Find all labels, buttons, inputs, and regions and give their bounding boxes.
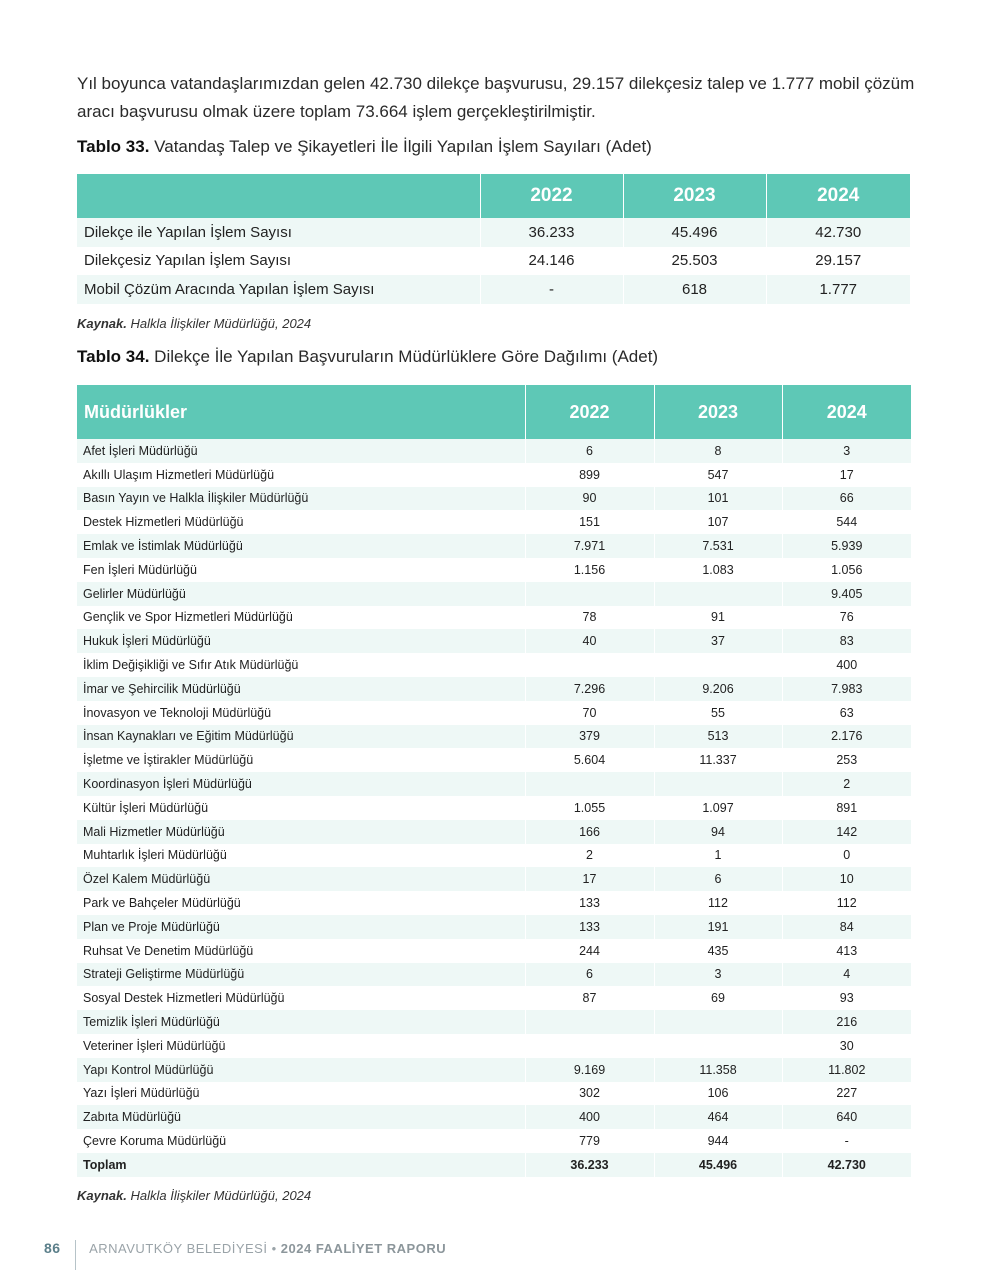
table34-cell: 1.097 — [654, 796, 782, 820]
table34-cell: 779 — [525, 1129, 654, 1153]
table34-cell: 133 — [525, 915, 654, 939]
table33-header-cell: 2024 — [766, 174, 910, 218]
table34-cell: 464 — [654, 1105, 782, 1129]
table34-cell: 166 — [525, 820, 654, 844]
table34-row — [77, 1105, 911, 1129]
table34-row — [77, 510, 911, 534]
table33-row-label: Mobil Çözüm Aracında Yapılan İşlem Sayısı — [77, 275, 480, 304]
table34-source — [77, 1188, 311, 1203]
table34-cell: 9.169 — [525, 1058, 654, 1082]
page-number: 86 — [44, 1240, 61, 1256]
table33-row — [77, 218, 910, 247]
table34-cell: 413 — [782, 939, 911, 963]
table33-cell: 618 — [623, 275, 766, 304]
table33-header-cell: 2022 — [480, 174, 623, 218]
table34-cell: 87 — [525, 986, 654, 1010]
table34-row — [77, 748, 911, 772]
table34-total-cell: 42.730 — [782, 1153, 911, 1177]
table34-cell: 151 — [525, 510, 654, 534]
table34-total-cell: 45.496 — [654, 1153, 782, 1177]
table34-row-label: Basın Yayın ve Halkla İlişkiler Müdürlüğü — [77, 487, 525, 511]
table33-label: Tablo 33. — [77, 137, 150, 156]
table34-row-label: Gelirler Müdürlüğü — [77, 582, 525, 606]
table34-cell: 899 — [525, 463, 654, 487]
table34-cell: 76 — [782, 606, 911, 630]
table34-row — [77, 487, 911, 511]
table33-cell: 1.777 — [766, 275, 910, 304]
table34-row-label: Yazı İşleri Müdürlüğü — [83, 1086, 200, 1101]
table34-row-label: Park ve Bahçeler Müdürlüğü — [83, 896, 241, 911]
table34-row-label: Sosyal Destek Hizmetleri Müdürlüğü — [83, 991, 285, 1006]
table34-source-label: Kaynak. — [77, 1188, 127, 1203]
table34-row — [77, 986, 911, 1010]
table34-row — [77, 844, 911, 868]
table34-cell: 944 — [654, 1129, 782, 1153]
table34-row — [77, 629, 911, 653]
table34-cell: 227 — [782, 1082, 911, 1106]
intro-paragraph: Yıl boyunca vatandaşlarımızdan gelen 42.730 dilekçe başvurusu, 29.157 dilekçesiz talep ve 1.777 mobil çözüm aracı başvurusu olmak üzere toplam 73.664 işlem gerçekleştirilmiştir. — [77, 74, 915, 121]
table34-label: Tablo 34. — [77, 347, 150, 366]
table34-cell: 8 — [654, 439, 782, 463]
table34-cell: 69 — [654, 986, 782, 1010]
table33-cell: 29.157 — [766, 247, 910, 276]
table34-row-label: Afet İşleri Müdürlüğü — [77, 439, 525, 463]
table34-row-label: İnsan Kaynakları ve Eğitim Müdürlüğü — [77, 725, 525, 749]
table33-cell: - — [480, 275, 623, 304]
table34-row — [77, 606, 911, 630]
table34-cell: 253 — [782, 748, 911, 772]
table33-row-label: Dilekçesiz Yapılan İşlem Sayısı — [84, 252, 292, 270]
table34 — [77, 385, 911, 1177]
table34-cell: 112 — [654, 891, 782, 915]
table34-cell: 3 — [782, 439, 911, 463]
table33 — [77, 174, 910, 304]
table34-row — [77, 963, 911, 987]
table34-cell — [525, 1034, 654, 1058]
table34-body — [77, 439, 911, 1177]
table34-row-label: Yapı Kontrol Müdürlüğü — [77, 1058, 525, 1082]
table34-cell: 11.337 — [654, 748, 782, 772]
table34-cell: 93 — [782, 986, 911, 1010]
table33-header-cell — [77, 174, 480, 218]
table34-row — [77, 1010, 911, 1034]
table34-header-cell: 2024 — [782, 385, 911, 439]
table34-cell: 400 — [782, 653, 911, 677]
table34-cell — [654, 653, 782, 677]
table34-cell: 91 — [654, 606, 782, 630]
table34-row-label: Özel Kalem Müdürlüğü — [77, 867, 525, 891]
table34-row — [77, 558, 911, 582]
table34-cell: 513 — [654, 725, 782, 749]
table34-cell: 142 — [782, 820, 911, 844]
table34-cell — [654, 1010, 782, 1034]
footer-report: 2024 FAALİYET RAPORU — [280, 1241, 447, 1256]
table34-row — [77, 820, 911, 844]
page-footer — [44, 1240, 446, 1270]
table34-caption — [77, 347, 658, 367]
table34-title: Dilekçe İle Yapılan Başvuruların Müdürlüklere Göre Dağılımı (Adet) — [154, 347, 659, 366]
table34-cell: 11.358 — [654, 1058, 782, 1082]
table34-cell: 6 — [654, 867, 782, 891]
table34-cell: 6 — [525, 963, 654, 987]
table34-header-cell: 2023 — [654, 385, 782, 439]
table33-cell: 45.496 — [623, 218, 766, 247]
table34-cell: 0 — [782, 844, 911, 868]
table34-row — [77, 439, 911, 463]
table34-cell: - — [782, 1129, 911, 1153]
table33-title: Vatandaş Talep ve Şikayetleri İle İlgili Yapılan İşlem Sayıları (Adet) — [154, 137, 652, 156]
table33-body — [77, 218, 910, 304]
table33-row-label: Dilekçe ile Yapılan İşlem Sayısı — [77, 218, 480, 247]
table34-row-label: Zabıta Müdürlüğü — [77, 1105, 525, 1129]
table34-row-label: Ruhsat Ve Denetim Müdürlüğü — [83, 943, 254, 958]
table34-row — [77, 582, 911, 606]
table34-row-label: Emlak ve İstimlak Müdürlüğü — [77, 534, 525, 558]
table34-cell: 7.983 — [782, 677, 911, 701]
table34-cell — [654, 582, 782, 606]
footer-separator: • — [271, 1241, 277, 1256]
table34-cell: 112 — [782, 891, 911, 915]
table34-row-label: Destek Hizmetleri Müdürlüğü — [83, 515, 244, 530]
table34-row — [77, 1129, 911, 1153]
table34-cell: 78 — [525, 606, 654, 630]
table34-cell — [654, 1034, 782, 1058]
table34-cell: 107 — [654, 510, 782, 534]
table34-cell: 640 — [782, 1105, 911, 1129]
table34-row-label: Veteriner İşleri Müdürlüğü — [83, 1038, 226, 1053]
table33-source — [77, 316, 311, 331]
table33-row — [77, 247, 910, 276]
table34-cell: 5.604 — [525, 748, 654, 772]
footer-divider — [75, 1240, 76, 1270]
table34-row-label: Fen İşleri Müdürlüğü — [83, 562, 197, 577]
table34-row — [77, 1034, 911, 1058]
table34-row — [77, 1058, 911, 1082]
table34-cell: 10 — [782, 867, 911, 891]
table34-cell: 1.056 — [782, 558, 911, 582]
table34-cell: 1.156 — [525, 558, 654, 582]
table33-caption — [77, 137, 652, 157]
table33-header-cell: 2023 — [623, 174, 766, 218]
table34-cell: 302 — [525, 1082, 654, 1106]
table34-cell: 3 — [654, 963, 782, 987]
table34-cell: 55 — [654, 701, 782, 725]
table34-row-label: Koordinasyon İşleri Müdürlüğü — [77, 772, 525, 796]
table34-cell: 66 — [782, 487, 911, 511]
table33-row — [77, 275, 910, 304]
table34-cell: 90 — [525, 487, 654, 511]
table34-cell: 84 — [782, 915, 911, 939]
table34-cell: 101 — [654, 487, 782, 511]
table34-total-label: Toplam — [77, 1153, 525, 1177]
table34-row — [77, 915, 911, 939]
table34-cell: 63 — [782, 701, 911, 725]
table34-cell: 244 — [525, 939, 654, 963]
table34-cell: 9.206 — [654, 677, 782, 701]
table34-cell — [654, 772, 782, 796]
table34-row — [77, 772, 911, 796]
table34-cell: 106 — [654, 1082, 782, 1106]
table33-cell: 42.730 — [766, 218, 910, 247]
table34-cell: 4 — [782, 963, 911, 987]
table34-header-row — [77, 385, 911, 439]
table34-row — [77, 867, 911, 891]
table34-row-label: Kültür İşleri Müdürlüğü — [83, 800, 209, 815]
table33-cell: 36.233 — [480, 218, 623, 247]
table34-cell: 547 — [654, 463, 782, 487]
footer-org: ARNAVUTKÖY BELEDİYESİ — [89, 1241, 268, 1256]
table34-row-label: Temizlik İşleri Müdürlüğü — [77, 1010, 525, 1034]
table33-header-row — [77, 174, 910, 218]
table34-row-label: Mali Hizmetler Müdürlüğü — [77, 820, 525, 844]
table34-row — [77, 534, 911, 558]
table34-row — [77, 677, 911, 701]
table34-cell — [525, 1010, 654, 1034]
table34-cell: 70 — [525, 701, 654, 725]
table34-cell: 9.405 — [782, 582, 911, 606]
table34-cell: 379 — [525, 725, 654, 749]
table34-row-label: İmar ve Şehircilik Müdürlüğü — [77, 677, 525, 701]
table34-cell: 133 — [525, 891, 654, 915]
table34-source-text: Halkla İlişkiler Müdürlüğü, 2024 — [130, 1188, 312, 1203]
table34-row-label: Çevre Koruma Müdürlüğü — [83, 1134, 227, 1148]
table34-cell: 2 — [525, 844, 654, 868]
table34-cell: 2.176 — [782, 725, 911, 749]
table34-row-label: Akıllı Ulaşım Hizmetleri Müdürlüğü — [83, 467, 275, 482]
table34-cell: 891 — [782, 796, 911, 820]
table33-cell: 24.146 — [480, 247, 623, 276]
table34-row-label: İnovasyon ve Teknoloji Müdürlüğü — [83, 705, 272, 720]
table34-cell: 1.083 — [654, 558, 782, 582]
table34-cell: 1.055 — [525, 796, 654, 820]
table34-row — [77, 463, 911, 487]
table34-cell: 11.802 — [782, 1058, 911, 1082]
table34-cell: 435 — [654, 939, 782, 963]
table34-cell: 40 — [525, 629, 654, 653]
table34-row-label: Plan ve Proje Müdürlüğü — [77, 915, 525, 939]
table34-row — [77, 796, 911, 820]
table34-cell: 37 — [654, 629, 782, 653]
table34-cell: 7.531 — [654, 534, 782, 558]
table33-cell: 25.503 — [623, 247, 766, 276]
table34-row-label: Hukuk İşleri Müdürlüğü — [77, 629, 525, 653]
table34-row — [77, 725, 911, 749]
table34-cell: 2 — [782, 772, 911, 796]
table34-cell: 7.296 — [525, 677, 654, 701]
table34-total-cell: 36.233 — [525, 1153, 654, 1177]
table34-row-label: Muhtarlık İşleri Müdürlüğü — [83, 848, 227, 863]
table34-total-row — [77, 1153, 911, 1177]
table34-cell: 94 — [654, 820, 782, 844]
table34-cell: 544 — [782, 510, 911, 534]
table34-cell: 7.971 — [525, 534, 654, 558]
table34-cell: 5.939 — [782, 534, 911, 558]
table34-cell: 17 — [525, 867, 654, 891]
table34-cell: 1 — [654, 844, 782, 868]
table34-cell — [525, 653, 654, 677]
table34-header-cell: Müdürlükler — [77, 385, 525, 439]
table34-row — [77, 701, 911, 725]
table34-row — [77, 939, 911, 963]
table34-header-cell: 2022 — [525, 385, 654, 439]
table34-row-label: İşletme ve İştirakler Müdürlüğü — [83, 753, 254, 768]
table34-row — [77, 1082, 911, 1106]
table34-row-label: Gençlik ve Spor Hizmetleri Müdürlüğü — [83, 610, 293, 625]
table34-row — [77, 891, 911, 915]
table34-cell: 30 — [782, 1034, 911, 1058]
table34-cell: 6 — [525, 439, 654, 463]
table34-cell — [525, 582, 654, 606]
table34-row-label: Strateji Geliştirme Müdürlüğü — [77, 963, 525, 987]
table34-cell — [525, 772, 654, 796]
table34-cell: 83 — [782, 629, 911, 653]
table33-source-text: Halkla İlişkiler Müdürlüğü, 2024 — [130, 316, 312, 331]
table34-row-label: İklim Değişikliği ve Sıfır Atık Müdürlüğü — [83, 658, 299, 673]
table33-source-label: Kaynak. — [77, 316, 127, 331]
table34-cell: 216 — [782, 1010, 911, 1034]
table34-cell: 191 — [654, 915, 782, 939]
table34-cell: 17 — [782, 463, 911, 487]
table34-cell: 400 — [525, 1105, 654, 1129]
table34-row — [77, 653, 911, 677]
